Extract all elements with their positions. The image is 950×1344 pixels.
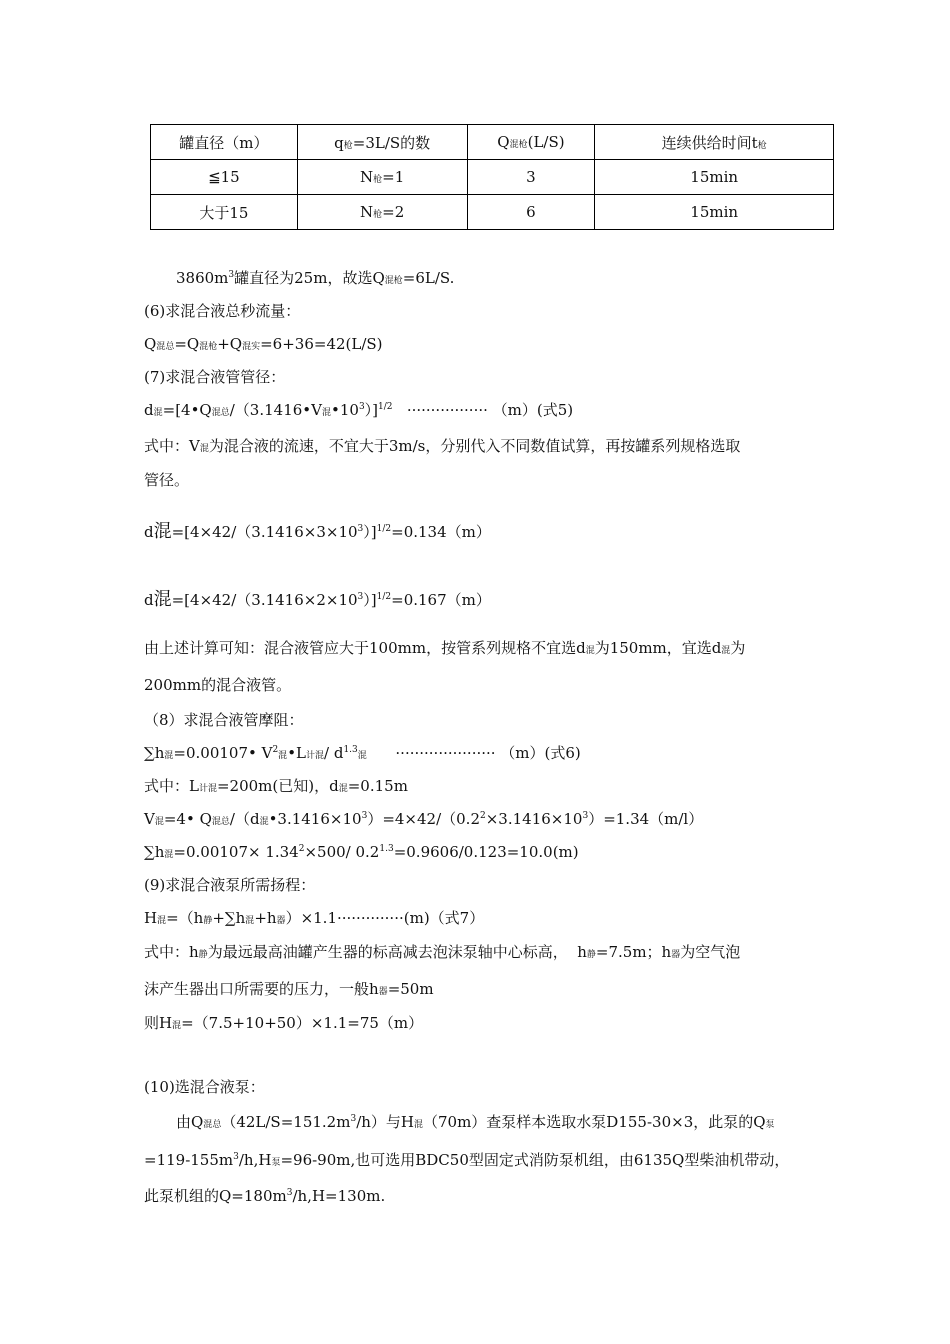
cell-duration: 15min [595,160,834,195]
cell-gun-count: N枪=1 [297,160,467,195]
header-flow: Q混枪(L/S) [467,125,595,160]
text-line: 式中：h静为最远最高油罐产生器的标高减去泡沫泵轴中心标高， h静=7.5m；h器为空气泡 [144,943,741,961]
text-line: 式中：V混为混合液的流速，不宜大于3m/s，分别代入不同数值试算，再按罐系列规格选取 [144,437,741,455]
formula-line: d混$=[4\times 42/(3.1416\times 2\times 10^3)]^{1/2}=0.167(m)$ [144,589,491,610]
cell-gun-count: N枪=2 [297,195,467,230]
formula-line: d混=[4•Q混总/（3.1416•V混$•10^3)]^{1/2}$ ················· （m）(式5) [144,401,574,419]
formula-line: d混$=[4\times 42/(3.1416\times 3\times 10^3)]^{1/2}=0.134(m)$ [144,521,491,542]
cell-flow: 6 [467,195,595,230]
text-line: 管径。 [144,471,190,489]
formula-line: Q混总=Q混枪+Q混实=6+36=42(L/S) [144,335,383,353]
text-line: 200mm的混合液管。 [144,676,292,694]
cell-diameter: 大于15 [151,195,298,230]
text-line: 式中：L计混=200m(已知)，d混=0.15m [144,777,408,795]
header-diameter: 罐直径（m） [151,125,298,160]
formula-line: 则H混=（7.5+10+50）×1.1=75（m） [144,1014,424,1032]
section-heading: (7)求混合液管管径： [144,368,286,386]
header-gun-count: q枪=3L/S的数 [297,125,467,160]
section-heading: (6)求混合液总秒流量： [144,302,301,320]
text-line: $=119-155m^3/h,H$泵=96-90m,也可选用BDC50型固定式消防泵机组，由6135Q型柴油机带动， [144,1151,790,1169]
table-row [151,195,834,230]
cell-diameter: ≦15 [151,160,298,195]
table-row [151,160,834,195]
text-line: 此泵机组的$Q=180m^3/h,H=130m$. [144,1187,386,1205]
text-line: 沫产生器出口所需要的压力，一般h器=50m [144,980,434,998]
section-heading: （8）求混合液管摩阻： [144,711,304,729]
formula-line: ∑h混=0.00107• $V^2$混•L计混/ $d^{1.3}$混 ····················· （m）(式6) [144,744,581,762]
text-line: 由上述计算可知：混合液管应大于100mm，按管系列规格不宜选d混为150mm，宜选d混为 [144,639,746,657]
formula-line: ∑h混$=0.00107\times 1.34^2\times 500/$ $0.2^{1.3}=0.9606/0.123=10.0(m)$ [144,843,579,861]
spec-table [150,124,834,230]
formula-line: H混=（h静+∑h混+h器）×1.1··············(m)（式7） [144,909,485,927]
table-header-row [151,125,834,160]
header-duration: 连续供给时间t枪 [595,125,834,160]
formula-line: V混=4• Q混总/（d混$•3.1416\times 10^3)=4\times 42/(0.2^2\times 3.1416\times 10^3)=1.34(m/l)$ [144,810,704,828]
text-line: $3860m^3$罐直径为25m，故选Q混枪=6L/S. [176,269,455,287]
section-heading: (9)求混合液泵所需扬程： [144,876,316,894]
text-line: 由Q混总$(42L/S=151.2m^3/h)$与H混（70m）查泵样本选取水泵D155-30×3，此泵的Q泵 [176,1113,775,1131]
cell-duration: 15min [595,195,834,230]
section-heading: (10)选混合液泵： [144,1078,265,1096]
cell-flow: 3 [467,160,595,195]
